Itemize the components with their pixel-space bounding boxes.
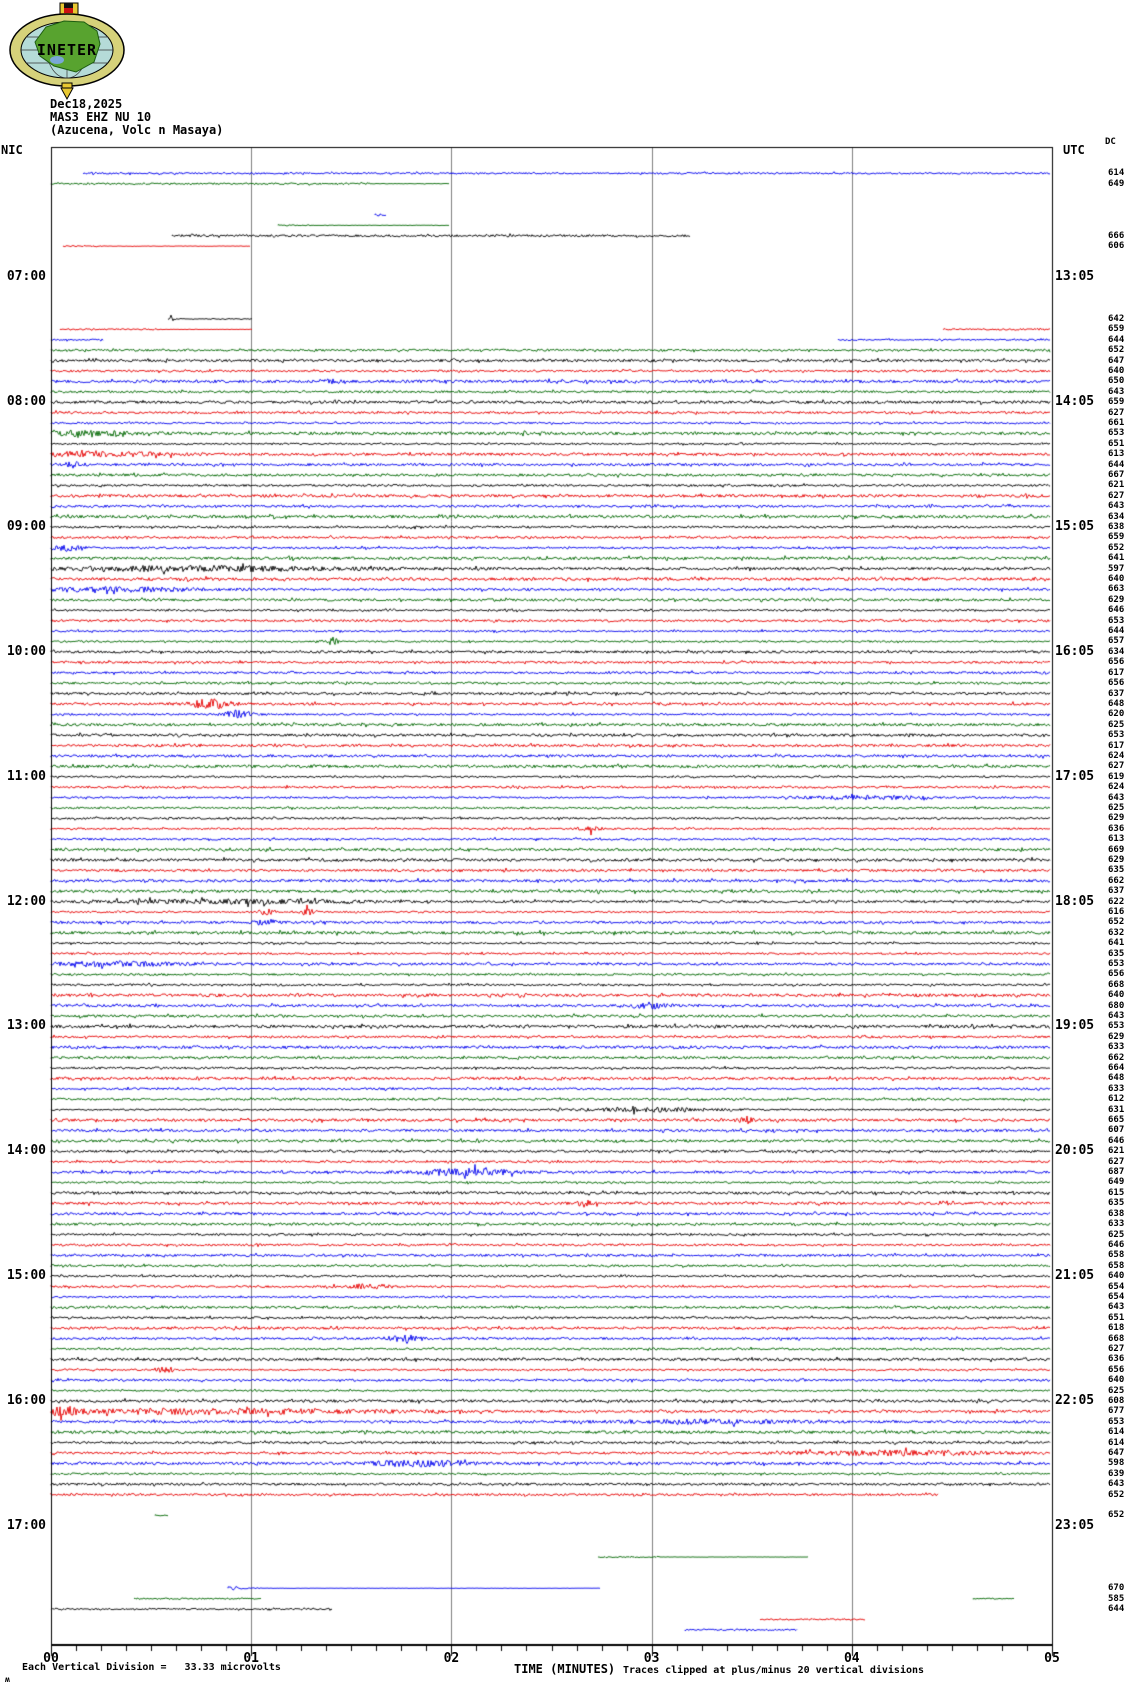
dc-value: 606 [1108, 241, 1125, 252]
globe-logo-icon [4, 2, 134, 102]
dc-value: 646 [1108, 605, 1125, 616]
dc-value: 629 [1108, 594, 1125, 605]
dc-value: 613 [1108, 449, 1125, 460]
dc-value: 624 [1108, 782, 1125, 793]
timezone-right-label: UTC [1063, 143, 1085, 157]
dc-value: 614 [1108, 1427, 1125, 1438]
dc-value: 677 [1108, 1406, 1125, 1417]
dc-value: 613 [1108, 834, 1125, 845]
dc-value: 648 [1108, 698, 1125, 709]
dc-value: 614 [1108, 1437, 1125, 1448]
dc-value: 616 [1108, 906, 1125, 917]
title-location: (Azucena, Volc n Masaya) [50, 123, 224, 137]
dc-value: 662 [1108, 1052, 1125, 1063]
dc-value: 647 [1108, 1448, 1125, 1458]
dc-value: 633 [1108, 1042, 1125, 1053]
dc-value: 652 [1108, 345, 1125, 356]
dc-value: 653 [1108, 615, 1125, 626]
dc-value: 659 [1108, 324, 1125, 335]
dc-value: 625 [1108, 1229, 1125, 1240]
minute-tick-label: 01 [243, 1651, 260, 1666]
dc-value: 635 [1108, 1198, 1125, 1209]
dc-value: 624 [1108, 750, 1125, 761]
dc-value: 614 [1108, 168, 1125, 179]
dc-value: 640 [1108, 1375, 1125, 1386]
dc-value: 643 [1108, 1479, 1125, 1490]
dc-value: 627 [1108, 407, 1125, 418]
hour-label-utc: 15:05 [1055, 519, 1095, 535]
dc-value: 644 [1108, 334, 1125, 345]
dc-value: 663 [1108, 584, 1125, 595]
dc-value: 649 [1108, 178, 1125, 189]
dc-value: 661 [1108, 418, 1125, 428]
dc-value: 668 [1108, 979, 1125, 990]
hour-label-left: 09:00 [6, 519, 46, 535]
dc-value: 642 [1108, 313, 1125, 324]
hour-label-left: 08:00 [6, 394, 46, 410]
hour-label-left: 16:00 [6, 1392, 46, 1408]
minute-tick-label: 03 [643, 1651, 660, 1666]
timezone-left-label: NIC [1, 143, 23, 157]
hour-label-left: 15:00 [6, 1268, 46, 1284]
dc-value: 659 [1108, 397, 1125, 408]
dc-value: 656 [1108, 969, 1125, 980]
dc-value: 621 [1108, 1146, 1125, 1157]
dc-value: 644 [1108, 1604, 1125, 1615]
hour-label-utc: 13:05 [1055, 269, 1095, 285]
dc-value: 636 [1108, 823, 1125, 834]
dc-value: 627 [1108, 490, 1125, 501]
dc-value: 643 [1108, 1302, 1125, 1313]
dc-value: 646 [1108, 1135, 1125, 1146]
dc-value: 644 [1108, 459, 1125, 470]
dc-value: 650 [1108, 376, 1125, 387]
dc-value: 608 [1108, 1395, 1125, 1406]
dc-value: 662 [1108, 875, 1125, 886]
dc-value: 653 [1108, 428, 1125, 439]
dc-value: 647 [1108, 355, 1125, 366]
dc-value: 629 [1108, 813, 1125, 824]
dc-value: 607 [1108, 1125, 1125, 1136]
dc-value: 656 [1108, 678, 1125, 689]
dc-value: 640 [1108, 990, 1125, 1001]
hour-label-left: 07:00 [6, 269, 46, 285]
dc-value: 664 [1108, 1063, 1125, 1074]
dc-value: 598 [1108, 1458, 1125, 1469]
dc-value: 668 [1108, 1333, 1125, 1344]
title-station: MAS3 EHZ NU 10 [50, 110, 152, 124]
dc-value: 652 [1108, 1510, 1125, 1521]
dc-value: 597 [1108, 563, 1125, 574]
minute-tick-label: 05 [1044, 1651, 1060, 1666]
dc-value: 627 [1108, 1156, 1125, 1167]
dc-value: 654 [1108, 1281, 1125, 1292]
ineter-logo [4, 2, 134, 106]
dc-value: 657 [1108, 636, 1125, 647]
dc-value: 667 [1108, 470, 1125, 481]
dc-value: 659 [1108, 532, 1125, 543]
dc-value: 640 [1108, 574, 1125, 585]
dc-value: 653 [1108, 730, 1125, 741]
hour-label-left: 14:00 [6, 1143, 46, 1159]
dc-value: 612 [1108, 1094, 1125, 1105]
dc-value: 620 [1108, 709, 1125, 720]
hour-label-utc: 14:05 [1055, 394, 1095, 410]
dc-value: 638 [1108, 522, 1125, 533]
dc-column-header: DC [1105, 137, 1116, 147]
dc-value: 669 [1108, 844, 1125, 855]
dc-value: 618 [1108, 1323, 1125, 1334]
dc-value: 641 [1108, 938, 1125, 949]
hour-label-utc: 16:05 [1055, 643, 1095, 659]
dc-value: 627 [1108, 1343, 1125, 1354]
dc-value: 648 [1108, 1073, 1125, 1084]
dc-value: 629 [1108, 854, 1125, 865]
dc-value: 639 [1108, 1468, 1125, 1479]
dc-value: 643 [1108, 792, 1125, 803]
logo-text: INETER [36, 41, 98, 59]
dc-value: 652 [1108, 917, 1125, 928]
dc-value: 634 [1108, 511, 1125, 522]
dc-value: 640 [1108, 1271, 1125, 1282]
title-date: Dec18,2025 [50, 97, 123, 111]
hour-label-utc: 21:05 [1055, 1268, 1095, 1284]
dc-value: 656 [1108, 657, 1125, 668]
minute-tick-label: 04 [843, 1651, 860, 1666]
dc-value: 621 [1108, 480, 1125, 491]
minute-tick-label: 02 [443, 1651, 460, 1666]
dc-value: 633 [1108, 1219, 1125, 1230]
hour-label-left: 12:00 [6, 893, 46, 909]
dc-value: 670 [1108, 1583, 1125, 1594]
dc-value: 649 [1108, 1177, 1125, 1188]
dc-value: 617 [1108, 667, 1125, 678]
dc-value: 687 [1108, 1167, 1125, 1178]
hour-label-left: 11:00 [6, 768, 46, 784]
dc-value: 631 [1108, 1104, 1125, 1115]
dc-value: 680 [1108, 1000, 1125, 1011]
scale-glyph: ʍ [5, 1675, 10, 1684]
dc-value: 625 [1108, 1385, 1125, 1396]
dc-value: 643 [1108, 501, 1125, 512]
dc-value: 643 [1108, 1011, 1125, 1022]
dc-value: 651 [1108, 1312, 1125, 1323]
dc-value: 653 [1108, 959, 1125, 969]
dc-value: 627 [1108, 761, 1125, 772]
dc-value: 629 [1108, 1031, 1125, 1042]
dc-value: 634 [1108, 646, 1125, 657]
x-axis-title: TIME (MINUTES) [514, 1662, 616, 1676]
dc-value: 619 [1108, 771, 1125, 782]
dc-value: 632 [1108, 927, 1125, 938]
dc-value: 652 [1108, 1489, 1125, 1500]
hour-label-utc: 22:05 [1055, 1392, 1095, 1408]
dc-value: 651 [1108, 438, 1125, 449]
hour-label-utc: 18:05 [1055, 893, 1095, 909]
dc-value: 625 [1108, 719, 1125, 730]
logo-flag-black [64, 3, 73, 8]
dc-value: 635 [1108, 948, 1125, 959]
clipping-note: Traces clipped at plus/minus 20 vertical divisions [623, 1665, 925, 1676]
hour-label-left: 10:00 [6, 643, 46, 659]
hour-label-utc: 17:05 [1055, 768, 1095, 784]
dc-value: 635 [1108, 865, 1125, 876]
hour-label-left: 13:00 [6, 1018, 46, 1034]
dc-value: 636 [1108, 1354, 1125, 1365]
vertical-division-note: Each Vertical Division = 33.33 microvolts [22, 1662, 281, 1673]
dc-value: 638 [1108, 1208, 1125, 1219]
dc-value: 617 [1108, 740, 1125, 751]
dc-value: 615 [1108, 1187, 1125, 1198]
dc-value: 625 [1108, 802, 1125, 813]
dc-value: 585 [1108, 1593, 1125, 1604]
hour-label-left: 17:00 [6, 1517, 46, 1533]
dc-value: 641 [1108, 553, 1125, 564]
dc-value: 658 [1108, 1260, 1125, 1271]
dc-value: 665 [1108, 1115, 1125, 1126]
dc-value: 637 [1108, 886, 1125, 897]
hour-label-utc: 23:05 [1055, 1517, 1095, 1533]
dc-value: 653 [1108, 1416, 1125, 1427]
dc-value: 653 [1108, 1021, 1125, 1032]
dc-value: 652 [1108, 542, 1125, 553]
dc-value: 622 [1108, 896, 1125, 907]
dc-value: 666 [1108, 230, 1125, 241]
dc-value: 658 [1108, 1250, 1125, 1261]
logo-flag-red [64, 8, 73, 13]
hour-label-utc: 20:05 [1055, 1143, 1095, 1159]
dc-value: 644 [1108, 626, 1125, 637]
dc-value: 654 [1108, 1291, 1125, 1302]
dc-value: 643 [1108, 386, 1125, 397]
minute-tick-label: 00 [43, 1651, 59, 1666]
dc-value: 646 [1108, 1239, 1125, 1250]
logo-pin-cap [62, 83, 72, 88]
dc-value: 633 [1108, 1083, 1125, 1094]
dc-value: 637 [1108, 688, 1125, 699]
hour-label-utc: 19:05 [1055, 1018, 1095, 1034]
dc-value: 640 [1108, 365, 1125, 376]
dc-value: 656 [1108, 1364, 1125, 1375]
